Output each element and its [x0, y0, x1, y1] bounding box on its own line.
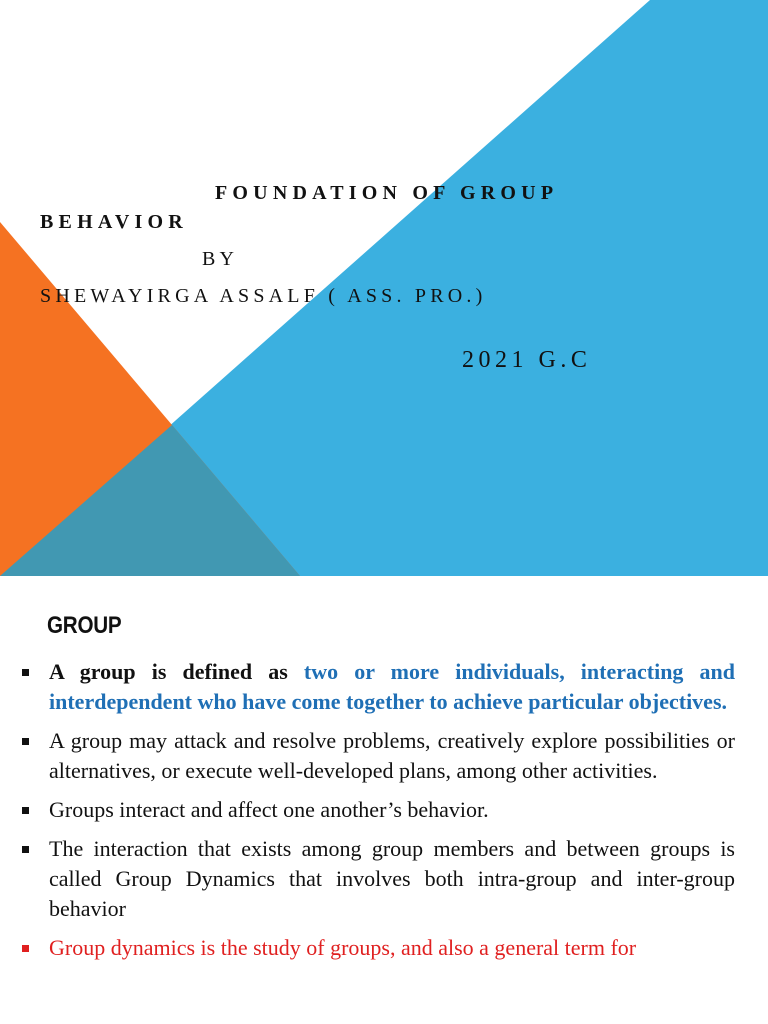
square-bullet-icon [22, 738, 29, 745]
bullet-text: The interaction that exists among group members and between groups is called Group Dynamics that involves both intra-group and inter-group behavior [49, 836, 735, 921]
square-bullet-icon [22, 846, 29, 853]
square-bullet-icon [22, 945, 29, 952]
definition-lead: A group is defined as [49, 659, 304, 684]
author-line: SHEWAYIRGA ASSALF ( ASS. PRO.) [40, 285, 487, 307]
bullet-list [0, 657, 768, 972]
year-label: 2021 G.C [462, 347, 592, 373]
bullet-interaction [0, 795, 735, 825]
by-label: BY [202, 248, 239, 270]
bullet-text: A group may attack and resolve problems, creatively explore possibilities or alternatives, or execute well-developed plans, among other activities. [49, 728, 735, 783]
bullet-text: Groups interact and affect one another’s behavior. [49, 797, 489, 822]
bullet-dynamics-study [0, 933, 735, 963]
definition-highlight: two or more individuals, interacting and interdependent who have come together to achieve particular objectives. [49, 659, 735, 714]
bullet-definition [0, 657, 735, 717]
title-line-2: BEHAVIOR [40, 211, 188, 233]
bullet-activities [0, 726, 735, 786]
group-slide [0, 576, 768, 1024]
square-bullet-icon [22, 807, 29, 814]
square-bullet-icon [22, 669, 29, 676]
title-line-1: FOUNDATION OF GROUP [215, 182, 559, 204]
slide-heading: GROUP [47, 612, 122, 639]
bullet-text: Group dynamics is the study of groups, and also a general term for [49, 935, 637, 960]
bullet-group-dynamics [0, 834, 735, 924]
